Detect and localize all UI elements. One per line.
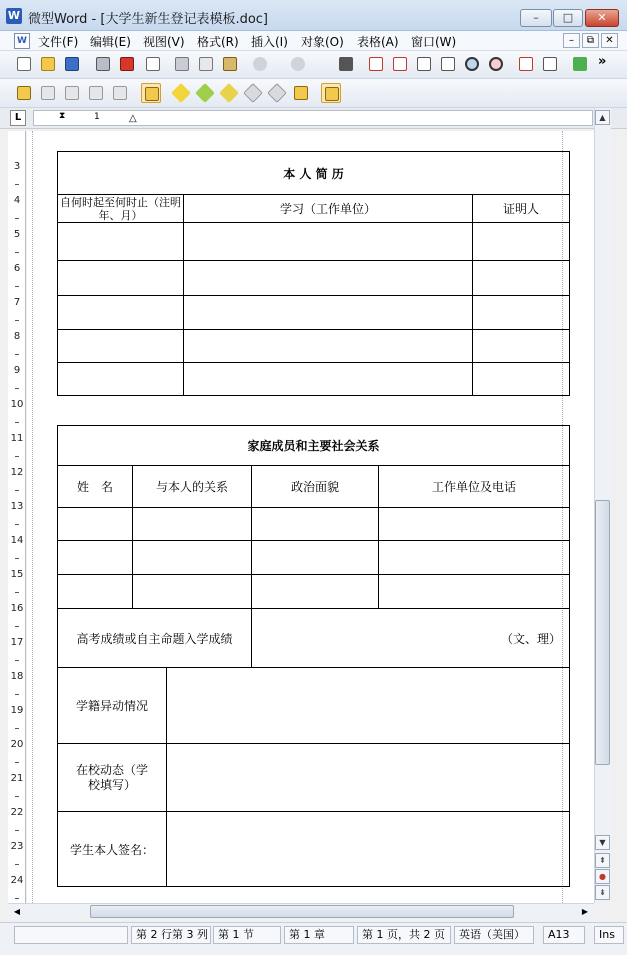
scroll-right-button[interactable]: ▶: [581, 907, 589, 916]
resume-cell[interactable]: [58, 261, 184, 296]
resume-cell[interactable]: [58, 330, 184, 363]
family-cell[interactable]: [133, 575, 252, 609]
horizontal-ruler[interactable]: [33, 110, 593, 126]
highlight-pen-icon[interactable]: [171, 83, 191, 103]
signature-cell[interactable]: [167, 812, 570, 887]
resume-cell[interactable]: [184, 261, 473, 296]
resume-cell[interactable]: [184, 330, 473, 363]
ruler-tick: [15, 796, 19, 797]
left-margin-guide: [32, 131, 33, 903]
resume-cell[interactable]: [473, 261, 570, 296]
status-section: 第 1 节: [213, 926, 281, 944]
next-change-icon[interactable]: [110, 83, 130, 103]
name-header: 姓 名: [58, 466, 133, 508]
work-header: 工作单位及电话: [379, 466, 570, 508]
ruler-tick: [15, 626, 19, 627]
resume-cell[interactable]: [58, 223, 184, 261]
ruler-number: 9: [13, 365, 21, 376]
ruler-number: 10: [10, 399, 24, 410]
family-cell[interactable]: [252, 575, 379, 609]
find-binoculars-icon[interactable]: [336, 54, 356, 74]
document-page[interactable]: [27, 131, 594, 903]
two-page-icon[interactable]: [438, 54, 458, 74]
ruler-number: 13: [10, 501, 24, 512]
toolbar-overflow-icon[interactable]: »: [598, 54, 607, 69]
menu-view[interactable]: 视图(V): [143, 35, 185, 49]
ruler-tick: [15, 218, 19, 219]
track-changes-icon[interactable]: [14, 83, 34, 103]
cut-icon[interactable]: [172, 54, 192, 74]
ruler-tick: [15, 864, 19, 865]
open-folder-icon[interactable]: [38, 54, 58, 74]
family-cell[interactable]: [133, 541, 252, 575]
status-blank: [14, 926, 128, 944]
ruler-tick: [15, 524, 19, 525]
signature-label: 学生本人签名：: [58, 812, 167, 887]
page-width-icon[interactable]: [390, 54, 410, 74]
status-change-label: 学籍异动情况: [58, 668, 167, 744]
school-dynamic-label: 在校动态（学校填写）: [58, 744, 167, 812]
prev-change-icon[interactable]: [86, 83, 106, 103]
ruler-number: 19: [10, 705, 24, 716]
family-cell[interactable]: [379, 541, 570, 575]
ruler-tick: [15, 728, 19, 729]
resume-cell[interactable]: [184, 363, 473, 396]
resume-cell[interactable]: [184, 223, 473, 261]
edit-comment-icon[interactable]: [321, 83, 341, 103]
maximize-button[interactable]: □: [553, 9, 583, 27]
close-button[interactable]: ✕: [585, 9, 619, 27]
ruler-number: 15: [10, 569, 24, 580]
ruler-tick: [15, 898, 19, 899]
ruler-number: 16: [10, 603, 24, 614]
witness-header: 证明人: [473, 195, 570, 223]
scroll-left-button[interactable]: ◀: [13, 907, 21, 916]
ruler-number: 22: [10, 807, 24, 818]
family-cell[interactable]: [379, 575, 570, 609]
single-page-icon[interactable]: [414, 54, 434, 74]
copy-icon[interactable]: [196, 54, 216, 74]
ruler-number: 23: [10, 841, 24, 852]
minimize-button[interactable]: –: [520, 9, 552, 27]
compare-icon[interactable]: [141, 83, 161, 103]
vertical-scroll-thumb[interactable]: [595, 500, 610, 765]
status-language[interactable]: 英语（美国）: [454, 926, 534, 944]
politics-header: 政治面貌: [252, 466, 379, 508]
redo-icon[interactable]: [288, 54, 308, 74]
pen-gray-icon[interactable]: [243, 83, 263, 103]
browse-object-button[interactable]: ●: [595, 869, 610, 884]
ruler-number: 5: [13, 229, 21, 240]
ruler-tick: [15, 320, 19, 321]
eraser-icon[interactable]: [267, 83, 287, 103]
print-icon[interactable]: [93, 54, 113, 74]
ruler-number: 4: [13, 195, 21, 206]
ruler-tick: [15, 252, 19, 253]
actual-size-icon[interactable]: [366, 54, 386, 74]
doc-restore-button[interactable]: ⧉: [582, 33, 599, 48]
pen-yellow-icon[interactable]: [219, 83, 239, 103]
ruler-number: 11: [10, 433, 24, 444]
status-page: 第 1 页，共 2 页: [357, 926, 451, 944]
document-icon[interactable]: W: [14, 33, 30, 49]
scroll-down-button[interactable]: ▼: [595, 835, 610, 850]
spellcheck-icon[interactable]: [570, 54, 590, 74]
ruler-number: 14: [10, 535, 24, 546]
status-cell: A13: [543, 926, 585, 944]
ruler-number: 21: [10, 773, 24, 784]
menu-format[interactable]: 格式(R): [197, 35, 239, 49]
ruler-number: 8: [13, 331, 21, 342]
ruler-number: 20: [10, 739, 24, 750]
zoom-percent-icon[interactable]: [486, 54, 506, 74]
resume-cell[interactable]: [58, 296, 184, 330]
print-preview-icon[interactable]: [143, 54, 163, 74]
undo-icon[interactable]: [250, 54, 270, 74]
previous-page-button[interactable]: ⇞: [595, 853, 610, 868]
status-change-cell[interactable]: [167, 668, 570, 744]
export-pdf-icon[interactable]: [117, 54, 137, 74]
next-page-button[interactable]: ⇟: [595, 885, 610, 900]
menu-insert[interactable]: 插入(I): [251, 35, 288, 49]
ruler-number: 6: [13, 263, 21, 274]
family-cell[interactable]: [58, 508, 133, 541]
horizontal-scroll-thumb[interactable]: [90, 905, 514, 918]
status-chapter: 第 1 章: [284, 926, 354, 944]
relation-header: 与本人的关系: [133, 466, 252, 508]
resume-cell[interactable]: [58, 363, 184, 396]
study-header: 学习（工作单位）: [184, 195, 473, 223]
ruler-tick: [15, 388, 19, 389]
font-color-icon[interactable]: [516, 54, 536, 74]
ruler-tick: [15, 490, 19, 491]
status-insert-mode[interactable]: Ins: [594, 926, 624, 944]
menu-edit[interactable]: 编辑(E): [90, 35, 131, 49]
ruler-tick: [15, 830, 19, 831]
family-title: 家庭成员和主要社会关系: [58, 426, 570, 466]
ruler-tick: [15, 422, 19, 423]
family-cell[interactable]: [252, 508, 379, 541]
family-cell[interactable]: [133, 508, 252, 541]
ruler-number: 7: [13, 297, 21, 308]
vertical-ruler: [8, 131, 26, 903]
school-dynamic-cell[interactable]: [167, 744, 570, 812]
exam-score-label: 高考成绩或自主命题入学成绩: [58, 609, 252, 668]
menu-table[interactable]: 表格(A): [357, 35, 399, 49]
exam-score-cell[interactable]: （文、理）: [252, 609, 570, 668]
family-cell[interactable]: [252, 541, 379, 575]
left-indent-marker[interactable]: ⧗: [59, 111, 66, 121]
resume-cell[interactable]: [473, 223, 570, 261]
resume-cell[interactable]: [473, 363, 570, 396]
ruler-tick: [15, 762, 19, 763]
new-document-icon[interactable]: [14, 54, 34, 74]
family-cell[interactable]: [58, 575, 133, 609]
ruler-number: 18: [10, 671, 24, 682]
paragraph-icon[interactable]: [540, 54, 560, 74]
ruler-tick: [15, 456, 19, 457]
family-cell[interactable]: [58, 541, 133, 575]
tab-stop-selector[interactable]: L: [10, 110, 26, 126]
menu-object[interactable]: 对象(O): [301, 35, 344, 49]
family-cell[interactable]: [379, 508, 570, 541]
status-position: 第 2 行第 3 列: [131, 926, 211, 944]
word-app-icon[interactable]: W: [7, 9, 21, 22]
resume-cell[interactable]: [473, 330, 570, 363]
ruler-number: 17: [10, 637, 24, 648]
scroll-up-button[interactable]: ▲: [595, 110, 610, 125]
window-title: 微型Word - [大学生新生登记表模板.doc]: [28, 12, 268, 27]
ruler-tick: [15, 592, 19, 593]
family-table[interactable]: [57, 425, 570, 887]
ruler-tick: [15, 286, 19, 287]
ruler-tick: [15, 354, 19, 355]
ruler-tick: [15, 694, 19, 695]
doc-close-button[interactable]: ✕: [601, 33, 618, 48]
reject-change-icon[interactable]: [62, 83, 82, 103]
right-indent-marker[interactable]: △: [129, 113, 137, 124]
resume-table[interactable]: [57, 151, 570, 396]
ruler-number: 24: [10, 875, 24, 886]
save-icon[interactable]: [62, 54, 82, 74]
zoom-icon[interactable]: [462, 54, 482, 74]
ruler-number: 12: [10, 467, 24, 478]
pen-green-icon[interactable]: [195, 83, 215, 103]
resume-cell[interactable]: [184, 296, 473, 330]
ruler-number: 3: [13, 161, 21, 172]
ruler-tick: [15, 558, 19, 559]
annotate-icon[interactable]: [291, 83, 311, 103]
accept-change-icon[interactable]: [38, 83, 58, 103]
menu-window[interactable]: 窗口(W): [411, 35, 457, 49]
paste-icon[interactable]: [220, 54, 240, 74]
ruler-mark: 1: [94, 112, 100, 122]
menu-file[interactable]: 文件(F): [38, 35, 79, 49]
resume-title: 本 人 简 历: [58, 152, 570, 195]
doc-minimize-button[interactable]: –: [563, 33, 580, 48]
ruler-tick: [15, 660, 19, 661]
resume-cell[interactable]: [473, 296, 570, 330]
period-header: 自何时起至何时止（注明年、月）: [58, 195, 184, 223]
ruler-tick: [15, 184, 19, 185]
